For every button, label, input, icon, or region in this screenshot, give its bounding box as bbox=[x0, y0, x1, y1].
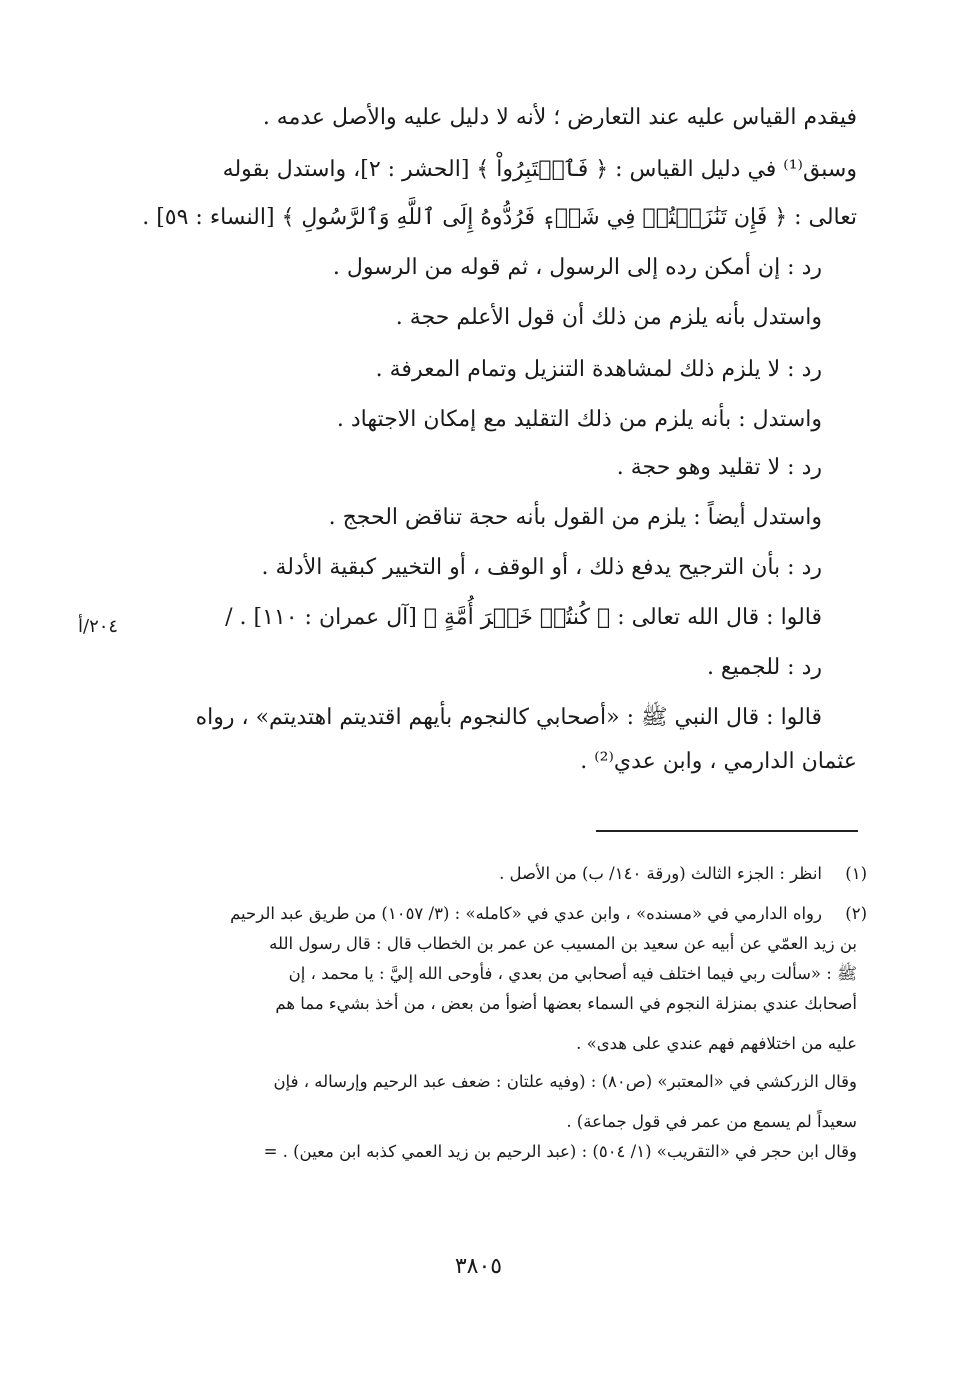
body-line: رد : للجميع . bbox=[706, 655, 822, 680]
footnote-separator bbox=[596, 830, 858, 832]
body-line: رد : بأن الترجيح يدفع ذلك ، أو الوقف ، أو التخيير كبقية الأدلة . bbox=[261, 555, 822, 580]
margin-folio-reference: ٢٠٤/أ bbox=[78, 616, 119, 637]
body-line: رد : إن أمكن رده إلى الرسول ، ثم قوله من الرسول . bbox=[332, 255, 822, 280]
body-line: واستدل : بأنه يلزم من ذلك التقليد مع إمكان الاجتهاد . bbox=[336, 407, 822, 432]
body-line: فيقدم القياس عليه عند التعارض ؛ لأنه لا دليل عليه والأصل عدمه . bbox=[262, 105, 857, 130]
page-number: ٣٨٠٥ bbox=[454, 1254, 503, 1279]
footnote-number: (٢) bbox=[845, 904, 867, 923]
body-line: قالوا : قال النبي ﷺ : «أصحابي كالنجوم بأيهم اقتديتم اهتديتم» ، رواه bbox=[195, 705, 822, 730]
footnote-line: أصحابك عندي بمنزلة النجوم في السماء بعضها أضوأ من بعض ، من أخذ بشيء مما هم bbox=[275, 994, 857, 1013]
body-line: عثمان الدارمي ، وابن عدي⁽²⁾ . bbox=[580, 749, 857, 774]
body-line: وسبق⁽¹⁾ في دليل القياس : ﴿ فَٱعۡتَبِرُواْ ﴾ [الحشر : ٢]، واستدل بقوله bbox=[222, 157, 857, 182]
body-line: قالوا : قال الله تعالى : ﴿ كُنتُمۡ خَيۡرَ أُمَّةٍ ﴾ [آل عمران : ١١٠] . / bbox=[225, 605, 822, 630]
footnote-line: وقال ابن حجر في «التقريب» (١/ ٥٠٤) : (عبد الرحيم بن زيد العمي كذبه ابن معين) . = bbox=[263, 1142, 857, 1161]
footnote-line: انظر : الجزء الثالث (ورقة ١٤٠/ ب) من الأصل . bbox=[499, 864, 822, 883]
footnote-line: بن زيد العمّي عن أبيه عن سعيد بن المسيب عن عمر بن الخطاب قال : قال رسول الله bbox=[269, 934, 857, 953]
footnote-line: رواه الدارمي في «مسنده» ، وابن عدي في «كامله» : (٣/ ١٠٥٧) من طريق عبد الرحيم bbox=[230, 904, 822, 923]
body-line: تعالى : ﴿ فَإِن تَنَٰزَعۡتُمۡ فِي شَيۡءٖ فَرُدُّوهُ إِلَى ٱللَّهِ وَٱلرَّسُولِ ﴾ [النساء : ٥٩] . bbox=[142, 205, 857, 230]
body-line: واستدل بأنه يلزم من ذلك أن قول الأعلم حجة . bbox=[395, 305, 822, 330]
footnote-line: سعيداً لم يسمع من عمر في قول جماعة) . bbox=[566, 1112, 857, 1131]
footnote-line: وقال الزركشي في «المعتبر» (ص٨٠) : (وفيه علتان : ضعف عبد الرحيم وإرساله ، فإن bbox=[273, 1072, 857, 1091]
body-line: رد : لا يلزم ذلك لمشاهدة التنزيل وتمام المعرفة . bbox=[375, 357, 822, 382]
footnote-number: (١) bbox=[845, 864, 867, 883]
body-line: واستدل أيضاً : يلزم من القول بأنه حجة تناقض الحجج . bbox=[328, 505, 822, 530]
footnote-line: ﷺ : «سألت ربي فيما اختلف فيه أصحابي من بعدي ، فأوحى الله إليَّ : يا محمد ، إن bbox=[288, 964, 857, 983]
body-line: رد : لا تقليد وهو حجة . bbox=[616, 455, 822, 480]
footnote-line: عليه من اختلافهم فهم عندي على هدى» . bbox=[576, 1034, 857, 1053]
